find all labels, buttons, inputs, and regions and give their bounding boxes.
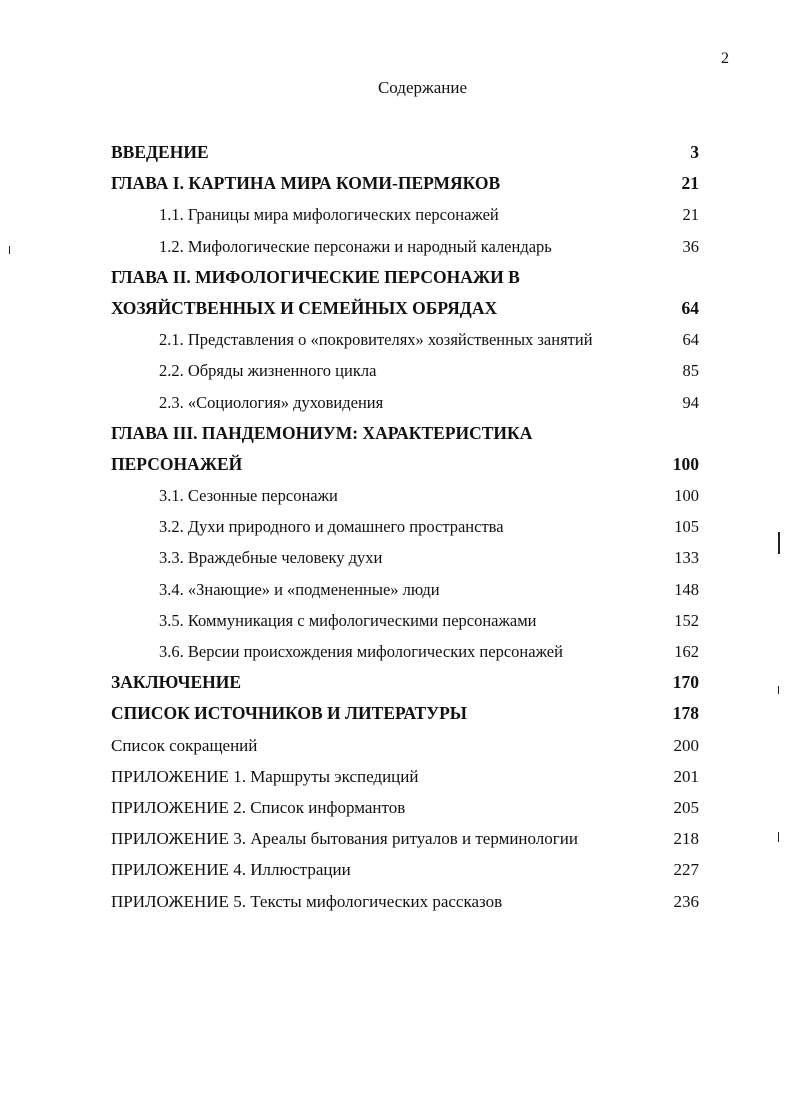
toc-entry-label: Список сокращений — [111, 735, 258, 755]
scan-artifact — [778, 686, 779, 694]
toc-entry-page: 64 — [681, 297, 699, 318]
toc-entry-chapter-1 — [111, 168, 699, 199]
toc-entry-label: ПРИЛОЖЕНИЕ 1. Маршруты экспедиций — [111, 766, 419, 786]
page-title: Содержание — [377, 78, 468, 97]
toc-entry-appendix-1 — [111, 761, 699, 792]
toc-entry-section-3-1 — [111, 480, 699, 511]
toc-entry-label: 3.1. Сезонные персонажи — [159, 486, 338, 506]
toc-entry-label: 3.2. Духи природного и домашнего пространства — [159, 517, 504, 537]
toc-entry-label: ЗАКЛЮЧЕНИЕ — [111, 672, 242, 693]
toc-entry-page: 148 — [674, 579, 699, 599]
toc-entry-bibliography — [111, 698, 699, 729]
toc-entry-section-3-6 — [111, 636, 699, 667]
toc-entry-label: 3.6. Версии происхождения мифологических персонажей — [159, 642, 563, 661]
toc-entry-label-line1: ГЛАВА II. МИФОЛОГИЧЕСКИЕ ПЕРСОНАЖИ В — [111, 266, 520, 287]
toc-entry-chapter-2 — [111, 262, 699, 293]
toc-entry-appendix-4 — [111, 854, 699, 885]
toc-entry-page: 105 — [674, 517, 699, 537]
toc-entry-section-3-4 — [111, 574, 699, 605]
toc-entry-section-1-2 — [111, 231, 699, 262]
scan-artifact — [778, 532, 780, 554]
toc-entry-appendix-2 — [111, 792, 699, 823]
toc-entry-label: ПРИЛОЖЕНИЕ 5. Тексты мифологических рассказов — [111, 891, 503, 911]
toc-entry-page: 85 — [682, 361, 699, 381]
toc-entry-section-2-3 — [111, 387, 699, 418]
toc-entry-label-line1: ГЛАВА III. ПАНДЕМОНИУМ: ХАРАКТЕРИСТИКА — [111, 422, 533, 443]
toc-entry-page: 205 — [673, 797, 699, 817]
toc-entry-page: 100 — [674, 486, 699, 506]
toc-entry-section-3-5 — [111, 605, 699, 636]
toc-entry-section-1-1 — [111, 199, 699, 230]
toc-entry-label: ПРИЛОЖЕНИЕ 4. Иллюстрации — [111, 860, 351, 880]
toc-entry-page: 21 — [681, 173, 699, 194]
toc-entry-page: 201 — [673, 766, 699, 786]
toc-entry-section-2-2 — [111, 355, 699, 386]
toc-entry-page: 178 — [672, 703, 699, 724]
toc-entry-label: СПИСОК ИСТОЧНИКОВ И ЛИТЕРАТУРЫ — [111, 703, 467, 724]
toc-entry-appendix-3 — [111, 823, 699, 854]
toc-entry-label: ГЛАВА I. КАРТИНА МИРА КОМИ-ПЕРМЯКОВ — [111, 173, 501, 194]
toc-entry-label: 1.2. Мифологические персонажи и народный календарь — [159, 236, 552, 256]
toc-entry-page: 133 — [674, 548, 699, 568]
toc-entry-page: 236 — [673, 891, 699, 911]
toc-entry-label: ВВЕДЕНИЕ — [111, 142, 209, 162]
toc-entry-chapter-2-continued — [111, 293, 699, 324]
toc-entry-page: 100 — [672, 453, 699, 474]
toc-entry-label: ПРИЛОЖЕНИЕ 3. Ареалы бытования ритуалов и терминологии — [111, 829, 578, 849]
toc-entry-page: 94 — [682, 392, 699, 412]
toc-entry-appendix-5 — [111, 886, 699, 917]
toc-entry-page: 21 — [682, 205, 699, 225]
toc-entry-chapter-3-continued — [111, 449, 699, 480]
toc-entry-page: 3 — [690, 142, 699, 162]
toc-entry-label: ПРИЛОЖЕНИЕ 2. Список информантов — [111, 797, 406, 817]
toc-entry-label: 3.3. Враждебные человеку духи — [159, 548, 383, 568]
toc-entry-introduction — [111, 137, 699, 168]
toc-entry-page: 227 — [673, 860, 699, 880]
scan-artifact — [778, 832, 779, 842]
toc-entry-abbreviations — [111, 730, 699, 761]
toc-entry-chapter-3 — [111, 418, 699, 449]
toc-entry-label: 3.4. «Знающие» и «подмененные» люди — [159, 579, 440, 599]
toc-entry-label-line2: ПЕРСОНАЖЕЙ — [111, 453, 243, 474]
toc-entry-label: 2.3. «Социология» духовидения — [159, 392, 384, 412]
toc-entry-label: 3.5. Коммуникация с мифологическими персонажами — [159, 610, 537, 630]
toc-entry-section-2-1 — [111, 324, 699, 355]
toc-entry-page: 218 — [673, 829, 699, 849]
page-number: 2 — [721, 50, 729, 67]
scan-artifact — [9, 246, 10, 254]
toc-entry-section-3-2 — [111, 511, 699, 542]
toc-entry-section-3-3 — [111, 542, 699, 573]
toc-entry-page: 36 — [682, 236, 699, 256]
table-of-contents — [111, 137, 699, 917]
toc-entry-label: 1.1. Границы мира мифологических персонажей — [159, 205, 499, 225]
toc-entry-page: 162 — [674, 642, 699, 661]
toc-entry-label: 2.2. Обряды жизненного цикла — [159, 361, 377, 381]
toc-entry-label-line2: ХОЗЯЙСТВЕННЫХ И СЕМЕЙНЫХ ОБРЯДАХ — [111, 297, 498, 318]
toc-entry-conclusion — [111, 667, 699, 698]
toc-entry-page: 64 — [682, 330, 699, 350]
toc-entry-label: 2.1. Представления о «покровителях» хозяйственных занятий — [159, 330, 593, 350]
toc-entry-page: 200 — [673, 735, 699, 755]
toc-entry-page: 170 — [672, 672, 699, 693]
toc-entry-page: 152 — [674, 610, 699, 630]
